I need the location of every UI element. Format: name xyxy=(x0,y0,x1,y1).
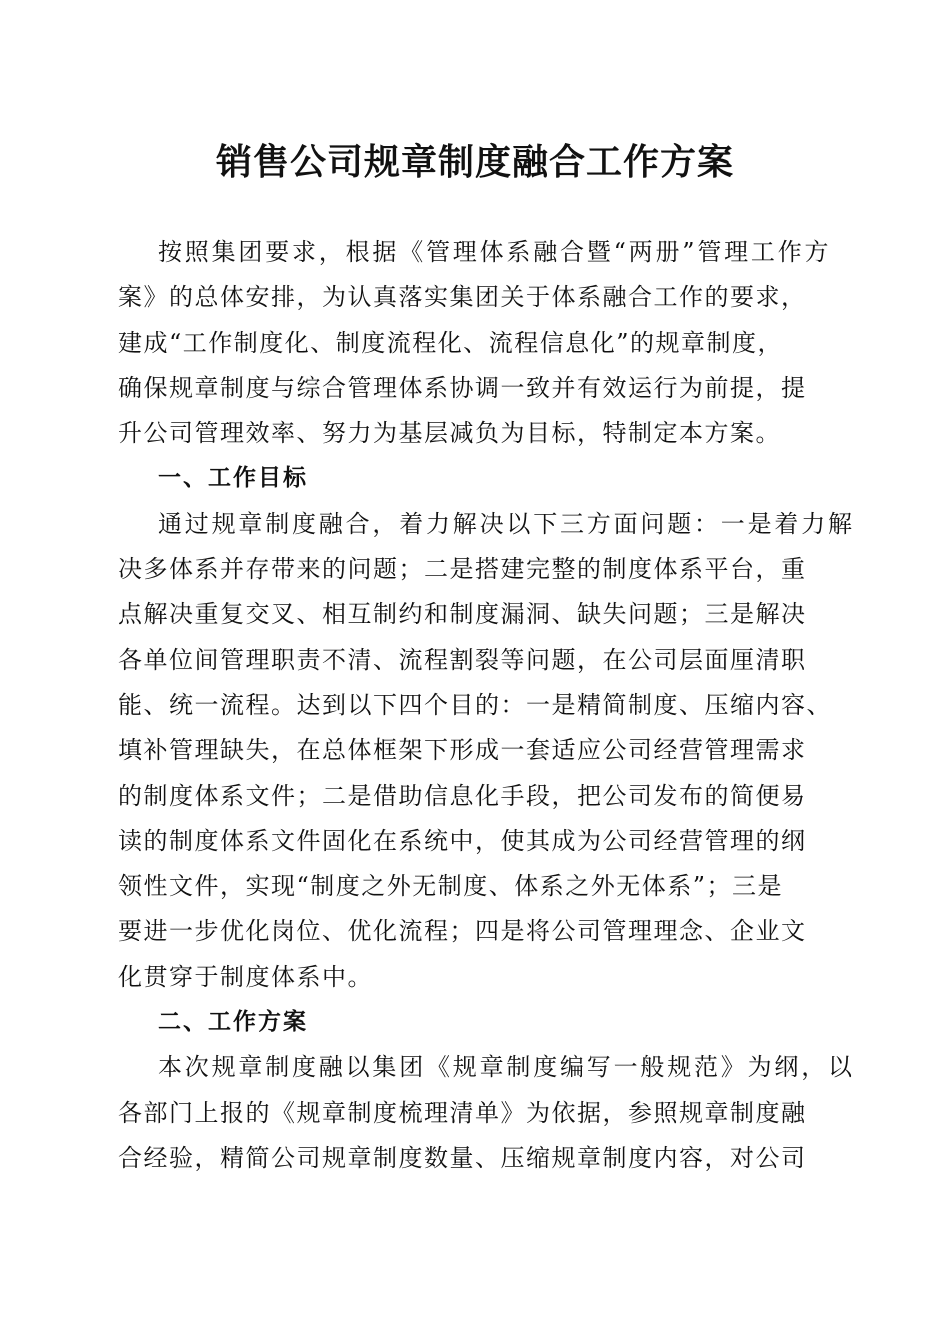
paragraph-line: 读的制度体系文件固化在系统中，使其成为公司经营管理的纲 xyxy=(118,826,807,855)
paragraph-line: 领性文件，实现“制度之外无制度、体系之外无体系”；三是 xyxy=(118,872,784,901)
paragraph-line: 建成“工作制度化、制度流程化、流程信息化”的规章制度， xyxy=(118,328,784,357)
paragraph-line: 各部门上报的《规章制度梳理清单》为依据，参照规章制度融 xyxy=(118,1098,807,1127)
paragraph-line: 通过规章制度融合，着力解决以下三方面问题：一是着力解 xyxy=(158,509,855,538)
paragraph-line: 能、统一流程。达到以下四个目的：一是精简制度、压缩内容、 xyxy=(118,690,832,719)
paragraph-line: 升公司管理效率、努力为基层减负为目标，特制定本方案。 xyxy=(118,419,781,448)
paragraph-line: 决多体系并存带来的问题；二是搭建完整的制度体系平台，重 xyxy=(118,555,807,584)
paragraph-line: 要进一步优化岗位、优化流程；四是将公司管理理念、企业文 xyxy=(118,917,807,946)
paragraph-line: 本次规章制度融以集团《规章制度编写一般规范》为纲，以 xyxy=(158,1053,855,1082)
paragraph-line: 填补管理缺失，在总体框架下形成一套适应公司经营管理需求 xyxy=(118,736,807,765)
document-title: 销售公司规章制度融合工作方案 xyxy=(215,141,734,183)
paragraph-line: 化贯穿于制度体系中。 xyxy=(118,962,373,991)
paragraph-line: 案》的总体安排，为认真落实集团关于体系融合工作的要求， xyxy=(118,283,807,312)
document-body xyxy=(118,230,855,1181)
paragraph-line: 各单位间管理职责不清、流程割裂等问题，在公司层面厘清职 xyxy=(118,645,807,674)
paragraph-line: 的制度体系文件；二是借助信息化手段，把公司发布的简便易 xyxy=(118,781,807,810)
section-heading: 一、工作目标 xyxy=(158,465,308,492)
section-heading: 二、工作方案 xyxy=(158,1009,308,1036)
paragraph-line: 合经验，精简公司规章制度数量、压缩规章制度内容，对公司 xyxy=(118,1143,807,1172)
paragraph-line: 按照集团要求，根据《管理体系融合暨“两册”管理工作方 xyxy=(158,238,832,266)
paragraph-line: 确保规章制度与综合管理体系协调一致并有效运行为前提，提 xyxy=(118,373,807,402)
paragraph-line: 点解决重复交叉、相互制约和制度漏洞、缺失问题；三是解决 xyxy=(118,600,807,629)
